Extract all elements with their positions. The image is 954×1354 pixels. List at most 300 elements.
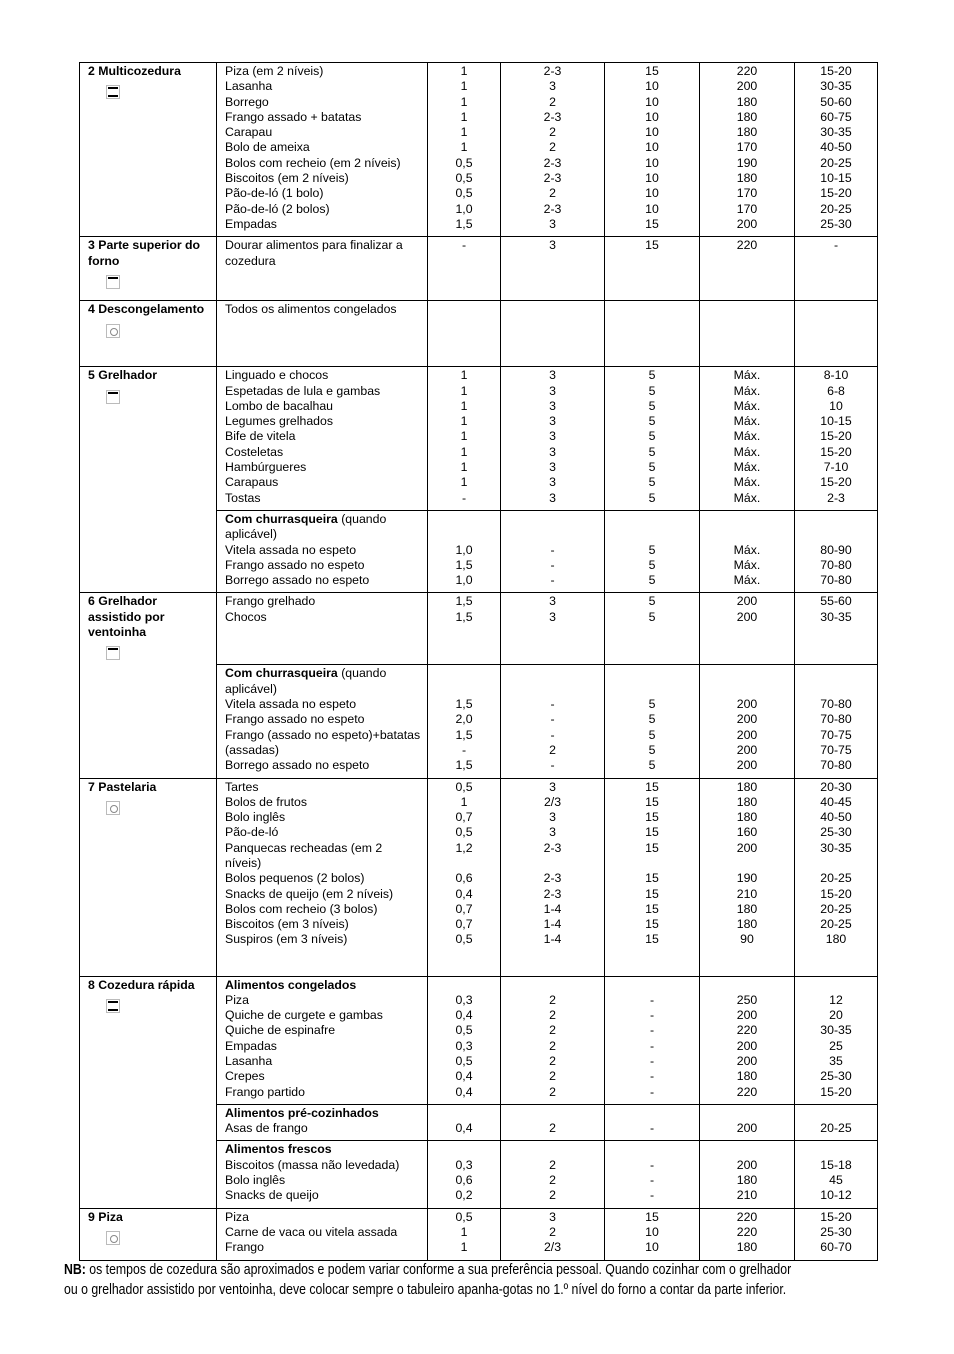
time-value: 15-18 [820,1157,852,1172]
food-item: Quiche de curgete e gambas [225,1008,383,1023]
pizza-icon [106,1231,120,1245]
weight-value: 0,5 [455,1053,473,1068]
weight-value [428,856,500,871]
preheat-cell [605,593,700,665]
cooking-mode-cell [80,237,217,301]
food-item: Lasanha [225,79,273,94]
weight-value: 1,0 [455,542,473,557]
food-item: Frango assado no espeto [225,557,365,572]
level-value: 3 [549,609,556,624]
time-cell [795,1104,878,1141]
time-value: 20-25 [820,901,852,916]
temp-cell [700,510,795,592]
spacer [428,666,500,681]
weight-value: 0,5 [455,932,473,947]
time-value: - [833,238,839,253]
cooking-mode-label: 6 Grelhador assistido por ventoinha [88,594,165,640]
level-value: - [550,573,555,588]
food-item: Panquecas recheadas (em 2 níveis) [225,840,383,870]
weight-value: 0,5 [455,779,473,794]
level-value: 2-3 [543,155,562,170]
temp-cell [700,237,795,301]
footnote-line-2: ou o grelhador assistido por ventoinha, deve colocar sempre o tabuleiro apanha-gotas no 1.º nível do forno a contar da parte inferior. [64,1282,787,1298]
weight-value: 1,5 [455,758,473,773]
food-cell [217,1104,428,1141]
preheat-cell [605,510,700,592]
temp-value: 200 [736,1053,758,1068]
time-value: 80-90 [820,542,852,557]
level-value: - [550,697,555,712]
time-value: 45 [829,1173,843,1188]
time-value: 8-10 [823,368,849,383]
table-row [80,237,878,301]
group-heading [225,512,421,543]
food-item: Bolos pequenos (2 bolos) [225,871,365,886]
time-value: 30-35 [820,840,852,855]
level-value: 3 [549,398,556,413]
food-cell [217,237,428,301]
level-value: 2 [549,1084,556,1099]
level-value: 3 [549,444,556,459]
temp-value [700,1106,794,1121]
cooking-mode-cell [80,63,217,237]
level-value: 1-4 [543,917,562,932]
food-item: Carapaus [225,475,279,490]
weight-value: 0,3 [455,992,473,1007]
time-value: 12 [829,992,843,1007]
preheat-value: - [649,1023,655,1038]
level-value: 3 [549,825,556,840]
preheat-value: 5 [648,557,656,572]
temp-value: Máx. [733,573,761,588]
food-item: Bife de vitela [225,429,296,444]
weight-value: 1 [460,429,468,444]
food-item: Borrego assado no espeto [225,758,370,773]
weight-value [428,1106,500,1121]
group-heading-title: Com churrasqueira [225,666,338,681]
time-value: 25-30 [820,216,852,231]
time-value: 30-35 [820,79,852,94]
level-cell [501,1141,605,1208]
food-item: Bolo inglês [225,1173,286,1188]
group-heading-title: Com churrasqueira [225,511,338,526]
level-value: 3 [549,810,556,825]
spacer [605,527,699,542]
food-item: Todos os alimentos congelados [225,302,397,317]
time-value: 180 [825,932,847,947]
time-value: 15-20 [820,886,852,901]
level-value: 1-4 [543,901,562,916]
level-cell [501,367,605,511]
cooking-mode-label: 3 Parte superior do forno [88,238,201,268]
time-value [795,856,877,871]
time-value: 50-60 [820,94,852,109]
preheat-value: 5 [648,444,656,459]
time-value: 25-30 [820,1224,852,1239]
food-item: Vitela assada no espeto [225,542,357,557]
level-value: 2 [549,140,556,155]
level-value: 2 [549,125,556,140]
preheat-value: 15 [645,810,659,825]
top-bottom-heat-icon [106,85,120,99]
temp-value: 200 [736,840,758,855]
preheat-value: 10 [645,79,659,94]
time-value: 35 [829,1053,843,1068]
weight-value: 0,5 [455,171,473,186]
food-item: Lombo de bacalhau [225,398,334,413]
time-value [795,978,877,993]
temp-cell [700,1141,795,1208]
preheat-value: 5 [648,383,656,398]
table-row [80,1208,878,1260]
temp-value: 200 [736,594,758,609]
food-item: Pão-de-ló (1 bolo) [225,186,324,201]
preheat-value [605,978,699,993]
temp-value: 200 [736,1157,758,1172]
preheat-value [605,1142,699,1157]
temp-value: 200 [736,1121,758,1136]
temp-value: Máx. [733,414,761,429]
temp-value: 180 [736,779,758,794]
preheat-value: 15 [645,901,659,916]
time-value: 6-8 [827,383,845,398]
preheat-value: 5 [648,594,656,609]
temp-value: 170 [736,140,758,155]
weight-value: 1 [460,64,468,78]
spacer [795,682,877,697]
weight-value: 1,5 [455,727,473,742]
level-cell [501,301,605,367]
table-row [80,778,878,976]
time-value: 70-75 [820,742,852,757]
time-cell [795,510,878,592]
preheat-cell [605,237,700,301]
food-item: Frango assado + batatas [225,109,362,124]
weight-value: 0,5 [455,1023,473,1038]
level-value: 3 [549,460,556,475]
weight-cell [428,510,501,592]
spacer [700,527,794,542]
time-value: 55-60 [820,594,852,609]
temp-value: 220 [736,238,758,253]
temp-value: 220 [736,1209,758,1224]
time-value: 20-25 [820,871,852,886]
temp-value: 180 [736,794,758,809]
temp-value: 180 [736,810,758,825]
preheat-value [605,856,699,871]
time-value [795,1106,877,1121]
table-row [80,63,878,237]
preheat-value: 15 [645,64,659,78]
weight-cell [428,63,501,237]
time-value: 25-30 [820,825,852,840]
defrost-icon [106,324,120,338]
temp-cell [700,367,795,511]
temp-value: 170 [736,186,758,201]
spacer [501,527,604,542]
weight-value: 1,2 [455,840,473,855]
group-heading-title: Alimentos pré-cozinhados [225,1105,379,1120]
level-value: 3 [549,475,556,490]
weight-cell [428,1141,501,1208]
temp-value: 210 [736,1188,758,1203]
food-cell [217,665,428,778]
level-cell [501,976,605,1104]
temp-cell [700,593,795,665]
spacer [795,512,877,527]
level-value: 2-3 [543,201,562,216]
time-value: 7-10 [823,460,849,475]
time-value: 15-20 [820,475,852,490]
level-value: 2 [549,742,556,757]
weight-cell [428,1104,501,1141]
level-cell [501,593,605,665]
weight-value: 1 [460,140,468,155]
temp-value: 200 [736,742,758,757]
preheat-cell [605,63,700,237]
level-cell [501,778,605,976]
preheat-value: 10 [645,109,659,124]
time-cell [795,63,878,237]
temp-value: 180 [736,1069,758,1084]
level-value: 2 [549,1069,556,1084]
spacer [605,512,699,527]
weight-value: 1 [460,368,468,383]
time-value: 20-25 [820,917,852,932]
temp-value: 180 [736,917,758,932]
time-cell [795,593,878,665]
food-item: Empadas [225,216,277,231]
preheat-value: 5 [648,609,656,624]
temp-value: 220 [736,1084,758,1099]
preheat-value: 10 [645,201,659,216]
time-value: 15-20 [820,444,852,459]
level-value: 2-3 [543,886,562,901]
weight-value: 0,7 [455,917,473,932]
food-item: Biscoitos (em 3 níveis) [225,917,349,932]
food-item: Pão-de-ló [225,825,279,840]
time-cell [795,976,878,1104]
level-value: 2 [549,1224,556,1239]
level-value [501,1142,604,1157]
level-value: - [550,712,555,727]
time-value: 15-20 [820,186,852,201]
time-cell [795,237,878,301]
level-cell [501,510,605,592]
spacer [605,682,699,697]
preheat-value: 5 [648,398,656,413]
temp-value: Máx. [733,460,761,475]
weight-value: 0,6 [455,1173,473,1188]
spacer [501,682,604,697]
weight-value: 0,4 [455,1008,473,1023]
grill-icon [106,390,120,404]
footnote-text-1: os tempos de cozedura são aproximados e podem variar conforme a sua preferência pessoal. Quando cozinhar com o grelhador [85,1262,792,1278]
food-item: Frango assado no espeto [225,712,365,727]
preheat-value: 5 [648,758,656,773]
level-value [501,978,604,993]
food-item: Espetadas de lula e gambas [225,383,381,398]
time-value: 10 [829,398,843,413]
preheat-cell [605,1208,700,1260]
temp-value: 200 [736,758,758,773]
level-value: 2 [549,1038,556,1053]
level-value: 2 [549,1053,556,1068]
food-item: Piza [225,1209,249,1224]
level-cell [501,63,605,237]
time-value: 60-75 [820,109,852,124]
temp-cell [700,63,795,237]
weight-cell [428,301,501,367]
food-item: Quiche de espinafre [225,1023,336,1038]
level-value: 3 [549,490,556,505]
temp-value: Máx. [733,444,761,459]
preheat-value: 10 [645,1224,659,1239]
footnote [64,1260,792,1300]
preheat-value: - [649,1157,655,1172]
cooking-mode-cell [80,367,217,593]
preheat-value: 15 [645,779,659,794]
food-item: Legumes grelhados [225,414,334,429]
temp-value: 180 [736,1173,758,1188]
food-item: Dourar alimentos para finalizar a cozedura [225,238,403,268]
level-value: 2-3 [543,171,562,186]
fan-grill-icon [106,646,120,660]
preheat-value: 5 [648,368,656,383]
preheat-value: - [649,1038,655,1053]
weight-value: 0,4 [455,1121,473,1136]
preheat-value: - [649,1084,655,1099]
food-item: Linguado e chocos [225,368,329,383]
preheat-value: 5 [648,490,656,505]
group-heading-title: Alimentos congelados [225,977,357,992]
time-value: 15-20 [820,1209,852,1224]
temp-value: 200 [736,712,758,727]
level-value: 2 [549,186,556,201]
food-item: Bolos com recheio (em 2 níveis) [225,155,401,170]
spacer [428,527,500,542]
weight-value: 1,5 [455,609,473,624]
cooking-mode-label: 4 Descongelamento [88,302,205,317]
preheat-value: 15 [645,238,659,253]
level-value: 3 [549,216,556,231]
weight-value: 0,7 [455,810,473,825]
level-value: 3 [549,429,556,444]
top-heat-icon [106,275,120,289]
table-row [80,976,878,1104]
weight-value: 0,5 [455,186,473,201]
level-value: 3 [549,383,556,398]
food-item: Biscoitos (massa não levedada) [225,1157,400,1172]
preheat-value: - [649,992,655,1007]
spacer [428,682,500,697]
food-item: Crepes [225,1069,265,1084]
food-item: Hambúrgueres [225,460,307,475]
table-row [80,593,878,665]
cooking-mode-label: 9 Piza [88,1209,123,1224]
preheat-value: - [649,1188,655,1203]
temp-value: 160 [736,825,758,840]
food-item: Frango partido [225,1084,305,1099]
preheat-value: 10 [645,171,659,186]
cooking-mode-label: 5 Grelhador [88,368,158,383]
food-cell [217,510,428,592]
weight-value: 1 [460,794,468,809]
food-item: Tostas [225,490,261,505]
cooking-mode-label: 2 Multicozedura [88,64,181,78]
time-value: 30-35 [820,609,852,624]
level-value: 3 [549,1209,556,1224]
preheat-value: 15 [645,794,659,809]
temp-value: 250 [736,992,758,1007]
cooking-mode-label: 8 Cozedura rápida [88,977,195,992]
cooking-mode-cell [80,1208,217,1260]
preheat-value: 10 [645,155,659,170]
level-value: 2-3 [543,64,562,78]
temp-value [700,856,794,871]
preheat-value: 10 [645,94,659,109]
temp-value: 200 [736,216,758,231]
time-value: 10-15 [820,171,852,186]
pastry-fan-icon [106,801,120,815]
level-value: 2-3 [543,871,562,886]
weight-value: 0,4 [455,1069,473,1084]
level-value: 2 [549,992,556,1007]
weight-value: 0,4 [455,1084,473,1099]
preheat-value: 10 [645,1240,659,1255]
level-cell [501,237,605,301]
food-item: Costeletas [225,444,284,459]
food-cell [217,593,428,665]
food-cell [217,63,428,237]
weight-value: 1 [460,398,468,413]
preheat-cell [605,976,700,1104]
spacer [795,527,877,542]
spacer [795,666,877,681]
time-cell [795,1208,878,1260]
preheat-value: 10 [645,186,659,201]
preheat-value: 5 [648,542,656,557]
cooking-mode-cell [80,593,217,778]
time-value: 2-3 [827,490,845,505]
food-item: Carapau [225,125,273,140]
weight-value: 1 [460,109,468,124]
temp-value: 180 [736,171,758,186]
preheat-value: - [649,1008,655,1023]
food-item: Bolo inglês [225,810,286,825]
preheat-value: 5 [648,475,656,490]
cooking-mode-cell [80,778,217,976]
preheat-value: - [649,1069,655,1084]
level-cell [501,665,605,778]
spacer [605,666,699,681]
preheat-value: - [649,1173,655,1188]
temp-value: 220 [736,64,758,78]
time-value [795,1142,877,1157]
preheat-value: 15 [645,871,659,886]
preheat-value: 5 [648,414,656,429]
level-cell [501,1104,605,1141]
temp-cell [700,301,795,367]
level-value: 2 [549,1173,556,1188]
food-cell [217,1208,428,1260]
level-value: 3 [549,79,556,94]
preheat-value: 5 [648,573,656,588]
food-item: Frango grelhado [225,594,316,609]
time-value: 70-75 [820,727,852,742]
preheat-value: 15 [645,216,659,231]
food-item: Frango (assado no espeto)+batatas (assadas) [225,727,421,757]
